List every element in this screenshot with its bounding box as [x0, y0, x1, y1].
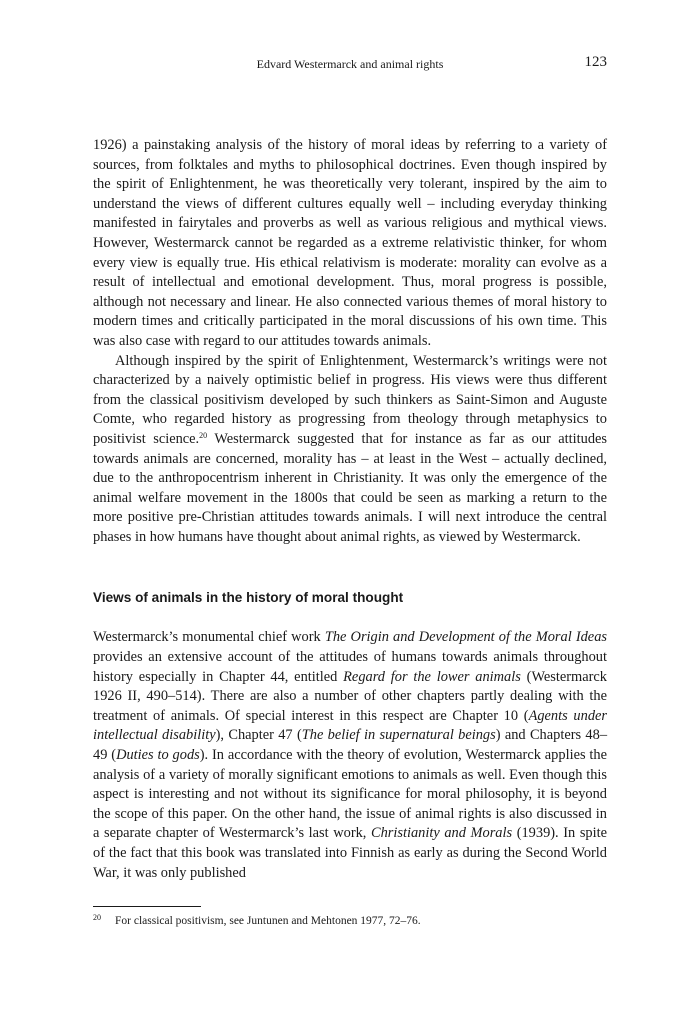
footnote-text: For classical positivism, see Juntunen and Mehtonen 1977, 72–76. [115, 915, 421, 927]
p3-title-duties-to-gods: Duties to gods [116, 747, 200, 764]
paragraph-2 [93, 352, 607, 548]
p3-text-2: provides an extensive account of the attitudes of humans towards animals throughout history especially in Chapter 44, entitled [93, 649, 607, 685]
paragraph-2-part-a: Although inspired by the spirit of Enlightenment, Westermarck’s writings were not characterized by a naively optimistic belief in progress. His views were thus different from the classical positivism developed by such thinkers as Saint-Simon and Auguste Comte, who regarded history as progressing from theology through metaphysics to positivist science. [93, 352, 607, 447]
p3-text-4: ), Chapter 47 ( [215, 727, 302, 744]
footnote [93, 910, 607, 929]
paragraph-3 [93, 628, 607, 883]
running-head [93, 54, 607, 74]
running-title: Edvard Westermarck and animal rights [256, 57, 444, 71]
p3-title-belief-in-supernatural: The belief in supernatural beings [301, 727, 496, 744]
p3-text-7: (1939). In spite of the fact that this book was translated into Finnish as early as during the Second World War, it was only published [93, 825, 607, 881]
p3-text-3: (Westermarck 1926 II, 490–514). There are also a number of other chapters partly dealing with the treatment of animals. Of special interest in this respect are Chapter 10 ( [93, 668, 607, 724]
p3-text-6: ). In accordance with the theory of evolution, Westermarck applies the analysis of a variety of morally significant emotions to animals as well. Even though this aspect is interesting and not without its significance for moral philosophy, it is beyond the scope of this paper. On the other hand, the issue of animal rights is also discussed in a separate chapter of Westermarck’s last work, [93, 747, 608, 842]
p3-text-1: Westermarck’s monumental chief work [93, 629, 325, 646]
paragraph-2-part-b: Westermarck suggested that for instance as far as our attitudes towards animals are concerned, morality has – at least in the West – actually declined, due to the anthropocentrism inherent in Christianity. It was only the emergence of the animal welfare movement in the 1800s that could be seen as marking a return to the more positive pre-Christian attitudes towards animals. I will next introduce the central phases in how humans have thought about animal rights, as viewed by Westermarck. [93, 430, 607, 545]
footnote-number: 20 [93, 913, 101, 922]
section-heading: Views of animals in the history of moral thought [93, 590, 404, 606]
p3-title-origin-and-development: The Origin and Development of the Moral Ideas [324, 629, 607, 646]
footnote-reference[interactable]: 20 [199, 430, 208, 440]
p3-text-5: ) and Chapters 48–49 ( [93, 727, 608, 764]
p3-title-agents-under-disability: Agents under intellectual disability [93, 707, 607, 744]
p3-title-christianity-and-morals: Christianity and Morals [371, 825, 513, 842]
p3-title-regard-for-lower-animals: Regard for the lower animals [343, 668, 521, 685]
paragraph-1: 1926) a painstaking analysis of the history of moral ideas by referring to a variety of sources, from folktales and myths to philosophical doctrines. Even though inspired by the spirit of Enlightenment, he was theoretically very tolerant, inspired by the aim to understand the views of different cultures equally well – including everyday thinking manifested in fairytales and proverbs as well as various religious and mythical views. However, Westermarck cannot be regarded as a extreme relativistic thinker, for whom every view is equally true. His ethical relativism is moderate: morality can evolve as a result of intellectual and emotional development. Thus, moral progress is possible, although not necessary and linear. He also connected various themes of moral history to modern times and critically participated in the moral discussions of his own time. This was also case with regard to our attitudes towards animals. [93, 137, 607, 349]
page-number: 123 [584, 54, 607, 70]
footnote-rule [93, 906, 201, 907]
body-text [93, 136, 607, 883]
